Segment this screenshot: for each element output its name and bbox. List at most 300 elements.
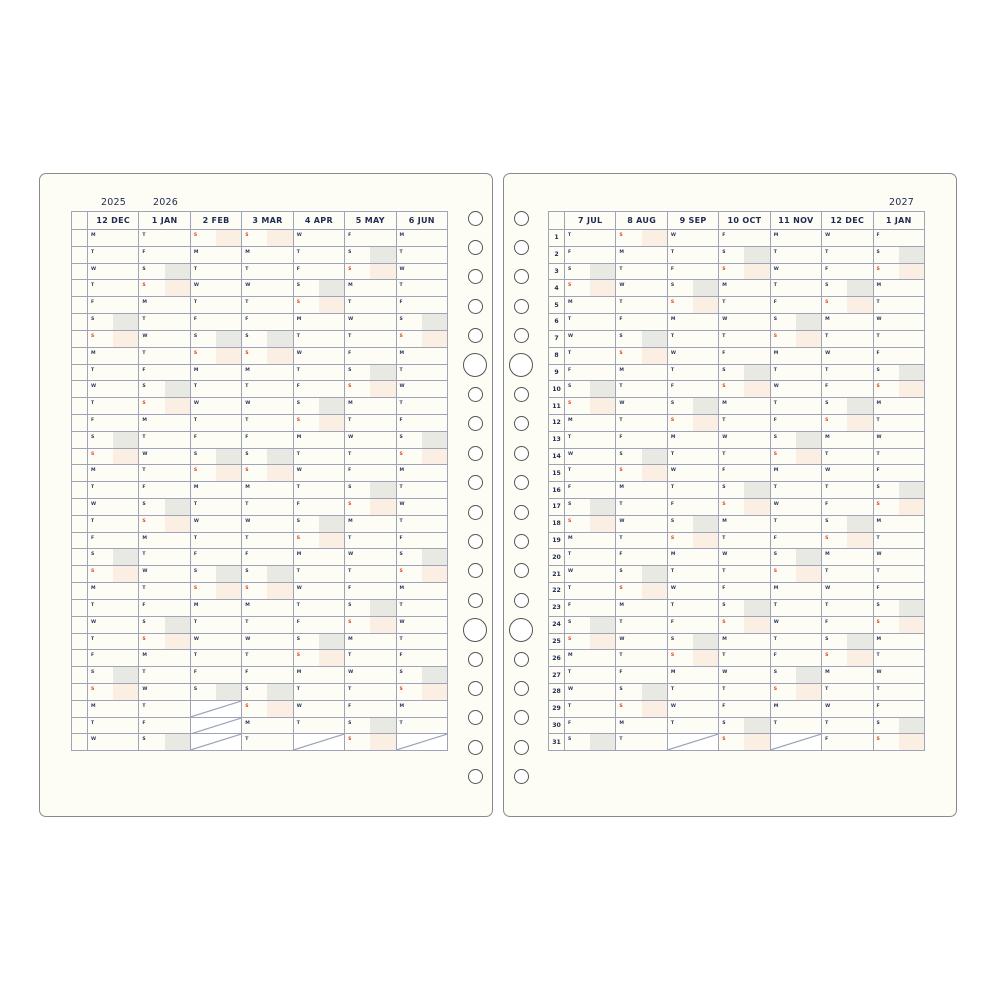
day-cell[interactable] — [822, 667, 873, 684]
day-cell[interactable] — [822, 532, 873, 549]
day-cell[interactable] — [293, 633, 344, 650]
day-cell[interactable] — [190, 246, 241, 263]
day-cell[interactable] — [616, 398, 667, 415]
day-cell[interactable] — [345, 616, 396, 633]
day-cell[interactable] — [345, 414, 396, 431]
day-cell[interactable] — [565, 515, 616, 532]
day-cell[interactable] — [770, 482, 821, 499]
day-cell[interactable] — [293, 280, 344, 297]
day-cell[interactable] — [242, 347, 293, 364]
day-cell[interactable] — [345, 515, 396, 532]
day-cell[interactable] — [770, 667, 821, 684]
day-cell[interactable] — [88, 246, 139, 263]
day-cell[interactable] — [565, 347, 616, 364]
day-cell[interactable] — [719, 667, 770, 684]
day-cell[interactable] — [293, 532, 344, 549]
day-cell[interactable] — [139, 683, 190, 700]
day-cell[interactable] — [139, 364, 190, 381]
day-cell[interactable] — [616, 263, 667, 280]
day-cell[interactable] — [293, 381, 344, 398]
day-cell[interactable] — [719, 599, 770, 616]
day-cell[interactable] — [616, 633, 667, 650]
day-cell[interactable] — [345, 734, 396, 751]
day-cell[interactable] — [345, 330, 396, 347]
day-cell[interactable] — [667, 650, 718, 667]
day-cell[interactable] — [88, 650, 139, 667]
day-cell[interactable] — [139, 398, 190, 415]
day-cell[interactable] — [345, 650, 396, 667]
day-cell[interactable] — [396, 364, 447, 381]
day-cell[interactable] — [565, 465, 616, 482]
day-cell[interactable] — [190, 280, 241, 297]
day-cell[interactable] — [190, 583, 241, 600]
day-cell[interactable] — [770, 280, 821, 297]
day-cell[interactable] — [190, 683, 241, 700]
day-cell[interactable] — [293, 482, 344, 499]
day-cell[interactable] — [616, 414, 667, 431]
day-cell[interactable] — [293, 431, 344, 448]
day-cell[interactable] — [345, 566, 396, 583]
day-cell[interactable] — [345, 381, 396, 398]
day-cell[interactable] — [88, 314, 139, 331]
day-cell[interactable] — [139, 633, 190, 650]
day-cell[interactable] — [822, 633, 873, 650]
day-cell[interactable] — [873, 347, 924, 364]
day-cell[interactable] — [88, 364, 139, 381]
day-cell[interactable] — [770, 633, 821, 650]
day-cell[interactable] — [242, 717, 293, 734]
day-cell[interactable] — [770, 364, 821, 381]
day-cell[interactable] — [345, 599, 396, 616]
day-cell[interactable] — [88, 381, 139, 398]
day-cell[interactable] — [190, 431, 241, 448]
day-cell[interactable] — [565, 599, 616, 616]
day-cell[interactable] — [190, 532, 241, 549]
day-cell[interactable] — [242, 465, 293, 482]
day-cell[interactable] — [396, 583, 447, 600]
day-cell[interactable] — [396, 717, 447, 734]
day-cell[interactable] — [873, 414, 924, 431]
day-cell[interactable] — [345, 549, 396, 566]
day-cell[interactable] — [190, 263, 241, 280]
day-cell[interactable] — [770, 465, 821, 482]
day-cell[interactable] — [873, 448, 924, 465]
day-cell[interactable] — [822, 263, 873, 280]
day-cell[interactable] — [719, 683, 770, 700]
day-cell[interactable] — [770, 330, 821, 347]
day-cell[interactable] — [667, 280, 718, 297]
day-cell[interactable] — [822, 431, 873, 448]
day-cell[interactable] — [667, 347, 718, 364]
day-cell[interactable] — [242, 700, 293, 717]
day-cell[interactable] — [667, 398, 718, 415]
day-cell[interactable] — [396, 650, 447, 667]
day-cell[interactable] — [822, 700, 873, 717]
day-cell[interactable] — [822, 297, 873, 314]
day-cell[interactable] — [345, 314, 396, 331]
day-cell[interactable] — [293, 230, 344, 247]
day-cell[interactable] — [565, 398, 616, 415]
day-cell[interactable] — [667, 465, 718, 482]
day-cell[interactable] — [667, 633, 718, 650]
day-cell[interactable] — [719, 263, 770, 280]
day-cell[interactable] — [139, 532, 190, 549]
day-cell[interactable] — [667, 515, 718, 532]
day-cell[interactable] — [719, 381, 770, 398]
day-cell[interactable] — [873, 566, 924, 583]
day-cell[interactable] — [822, 246, 873, 263]
day-cell[interactable] — [770, 717, 821, 734]
day-cell[interactable] — [88, 616, 139, 633]
day-cell[interactable] — [616, 347, 667, 364]
day-cell[interactable] — [139, 549, 190, 566]
day-cell[interactable] — [770, 381, 821, 398]
day-cell[interactable] — [345, 246, 396, 263]
day-cell[interactable] — [616, 482, 667, 499]
day-cell[interactable] — [616, 717, 667, 734]
day-cell[interactable] — [770, 549, 821, 566]
day-cell[interactable] — [396, 230, 447, 247]
day-cell[interactable] — [873, 599, 924, 616]
day-cell[interactable] — [242, 616, 293, 633]
day-cell[interactable] — [565, 381, 616, 398]
day-cell[interactable] — [242, 398, 293, 415]
day-cell[interactable] — [667, 364, 718, 381]
day-cell[interactable] — [88, 431, 139, 448]
day-cell[interactable] — [667, 583, 718, 600]
day-cell[interactable] — [822, 314, 873, 331]
day-cell[interactable] — [873, 431, 924, 448]
day-cell[interactable] — [88, 515, 139, 532]
day-cell[interactable] — [88, 414, 139, 431]
day-cell[interactable] — [190, 314, 241, 331]
day-cell[interactable] — [190, 616, 241, 633]
day-cell[interactable] — [822, 549, 873, 566]
day-cell[interactable] — [719, 700, 770, 717]
day-cell[interactable] — [88, 465, 139, 482]
day-cell[interactable] — [719, 482, 770, 499]
day-cell[interactable] — [139, 667, 190, 684]
day-cell[interactable] — [345, 499, 396, 516]
day-cell[interactable] — [88, 347, 139, 364]
day-cell[interactable] — [873, 532, 924, 549]
day-cell[interactable] — [139, 381, 190, 398]
day-cell[interactable] — [139, 717, 190, 734]
day-cell[interactable] — [396, 431, 447, 448]
day-cell[interactable] — [139, 515, 190, 532]
day-cell[interactable] — [396, 263, 447, 280]
day-cell[interactable] — [667, 314, 718, 331]
day-cell[interactable] — [139, 314, 190, 331]
day-cell[interactable] — [667, 297, 718, 314]
day-cell[interactable] — [719, 364, 770, 381]
day-cell[interactable] — [719, 230, 770, 247]
day-cell[interactable] — [667, 330, 718, 347]
day-cell[interactable] — [873, 717, 924, 734]
day-cell[interactable] — [822, 515, 873, 532]
day-cell[interactable] — [719, 583, 770, 600]
day-cell[interactable] — [719, 549, 770, 566]
day-cell[interactable] — [873, 314, 924, 331]
day-cell[interactable] — [88, 263, 139, 280]
day-cell[interactable] — [616, 650, 667, 667]
day-cell[interactable] — [293, 515, 344, 532]
day-cell[interactable] — [565, 566, 616, 583]
day-cell[interactable] — [873, 667, 924, 684]
day-cell[interactable] — [873, 549, 924, 566]
day-cell[interactable] — [616, 683, 667, 700]
day-cell[interactable] — [190, 448, 241, 465]
day-cell[interactable] — [242, 263, 293, 280]
day-cell[interactable] — [719, 398, 770, 415]
day-cell[interactable] — [822, 230, 873, 247]
day-cell[interactable] — [770, 532, 821, 549]
day-cell[interactable] — [396, 482, 447, 499]
day-cell[interactable] — [88, 482, 139, 499]
day-cell[interactable] — [242, 633, 293, 650]
day-cell[interactable] — [616, 465, 667, 482]
day-cell[interactable] — [616, 616, 667, 633]
day-cell[interactable] — [822, 717, 873, 734]
day-cell[interactable] — [565, 246, 616, 263]
day-cell[interactable] — [242, 448, 293, 465]
day-cell[interactable] — [88, 230, 139, 247]
day-cell[interactable] — [88, 532, 139, 549]
day-cell[interactable] — [396, 314, 447, 331]
day-cell[interactable] — [565, 364, 616, 381]
day-cell[interactable] — [822, 616, 873, 633]
day-cell[interactable] — [139, 448, 190, 465]
day-cell[interactable] — [667, 230, 718, 247]
day-cell[interactable] — [293, 246, 344, 263]
day-cell[interactable] — [873, 364, 924, 381]
day-cell[interactable] — [139, 599, 190, 616]
day-cell[interactable] — [616, 583, 667, 600]
day-cell[interactable] — [293, 465, 344, 482]
day-cell[interactable] — [396, 667, 447, 684]
day-cell[interactable] — [190, 465, 241, 482]
day-cell[interactable] — [616, 280, 667, 297]
day-cell[interactable] — [139, 414, 190, 431]
day-cell[interactable] — [719, 717, 770, 734]
day-cell[interactable] — [719, 246, 770, 263]
day-cell[interactable] — [873, 398, 924, 415]
day-cell[interactable] — [293, 667, 344, 684]
day-cell[interactable] — [667, 717, 718, 734]
day-cell[interactable] — [190, 398, 241, 415]
day-cell[interactable] — [616, 246, 667, 263]
day-cell[interactable] — [822, 414, 873, 431]
day-cell[interactable] — [565, 297, 616, 314]
day-cell[interactable] — [190, 549, 241, 566]
day-cell[interactable] — [616, 431, 667, 448]
day-cell[interactable] — [770, 448, 821, 465]
day-cell[interactable] — [242, 364, 293, 381]
day-cell[interactable] — [396, 381, 447, 398]
day-cell[interactable] — [396, 700, 447, 717]
day-cell[interactable] — [770, 314, 821, 331]
day-cell[interactable] — [88, 297, 139, 314]
day-cell[interactable] — [822, 499, 873, 516]
day-cell[interactable] — [345, 263, 396, 280]
day-cell[interactable] — [667, 683, 718, 700]
day-cell[interactable] — [770, 347, 821, 364]
day-cell[interactable] — [822, 347, 873, 364]
day-cell[interactable] — [345, 431, 396, 448]
day-cell[interactable] — [616, 700, 667, 717]
day-cell[interactable] — [345, 667, 396, 684]
day-cell[interactable] — [88, 448, 139, 465]
day-cell[interactable] — [242, 667, 293, 684]
day-cell[interactable] — [565, 633, 616, 650]
day-cell[interactable] — [139, 499, 190, 516]
day-cell[interactable] — [770, 499, 821, 516]
day-cell[interactable] — [616, 532, 667, 549]
day-cell[interactable] — [190, 347, 241, 364]
day-cell[interactable] — [396, 616, 447, 633]
day-cell[interactable] — [616, 314, 667, 331]
day-cell[interactable] — [88, 398, 139, 415]
day-cell[interactable] — [873, 616, 924, 633]
day-cell[interactable] — [565, 314, 616, 331]
day-cell[interactable] — [242, 599, 293, 616]
day-cell[interactable] — [667, 499, 718, 516]
day-cell[interactable] — [719, 515, 770, 532]
day-cell[interactable] — [822, 364, 873, 381]
day-cell[interactable] — [565, 263, 616, 280]
day-cell[interactable] — [719, 616, 770, 633]
day-cell[interactable] — [565, 330, 616, 347]
day-cell[interactable] — [396, 347, 447, 364]
day-cell[interactable] — [396, 532, 447, 549]
day-cell[interactable] — [396, 683, 447, 700]
day-cell[interactable] — [565, 448, 616, 465]
day-cell[interactable] — [719, 650, 770, 667]
day-cell[interactable] — [873, 683, 924, 700]
day-cell[interactable] — [293, 566, 344, 583]
day-cell[interactable] — [396, 448, 447, 465]
day-cell[interactable] — [139, 263, 190, 280]
day-cell[interactable] — [345, 482, 396, 499]
day-cell[interactable] — [293, 650, 344, 667]
day-cell[interactable] — [139, 700, 190, 717]
day-cell[interactable] — [719, 431, 770, 448]
day-cell[interactable] — [822, 465, 873, 482]
day-cell[interactable] — [242, 683, 293, 700]
day-cell[interactable] — [139, 246, 190, 263]
day-cell[interactable] — [293, 700, 344, 717]
day-cell[interactable] — [293, 398, 344, 415]
day-cell[interactable] — [88, 633, 139, 650]
day-cell[interactable] — [139, 583, 190, 600]
day-cell[interactable] — [293, 599, 344, 616]
day-cell[interactable] — [293, 347, 344, 364]
day-cell[interactable] — [345, 465, 396, 482]
day-cell[interactable] — [873, 700, 924, 717]
day-cell[interactable] — [616, 297, 667, 314]
day-cell[interactable] — [88, 667, 139, 684]
day-cell[interactable] — [873, 499, 924, 516]
day-cell[interactable] — [873, 734, 924, 751]
day-cell[interactable] — [822, 583, 873, 600]
day-cell[interactable] — [770, 297, 821, 314]
day-cell[interactable] — [770, 583, 821, 600]
day-cell[interactable] — [396, 566, 447, 583]
day-cell[interactable] — [667, 246, 718, 263]
day-cell[interactable] — [139, 347, 190, 364]
day-cell[interactable] — [616, 599, 667, 616]
day-cell[interactable] — [667, 700, 718, 717]
day-cell[interactable] — [242, 515, 293, 532]
day-cell[interactable] — [293, 683, 344, 700]
day-cell[interactable] — [719, 633, 770, 650]
day-cell[interactable] — [719, 465, 770, 482]
day-cell[interactable] — [242, 566, 293, 583]
day-cell[interactable] — [242, 280, 293, 297]
day-cell[interactable] — [242, 532, 293, 549]
day-cell[interactable] — [88, 583, 139, 600]
day-cell[interactable] — [873, 650, 924, 667]
day-cell[interactable] — [667, 616, 718, 633]
day-cell[interactable] — [667, 482, 718, 499]
day-cell[interactable] — [242, 431, 293, 448]
day-cell[interactable] — [616, 499, 667, 516]
day-cell[interactable] — [873, 633, 924, 650]
day-cell[interactable] — [293, 314, 344, 331]
day-cell[interactable] — [822, 599, 873, 616]
day-cell[interactable] — [242, 297, 293, 314]
day-cell[interactable] — [139, 330, 190, 347]
day-cell[interactable] — [822, 280, 873, 297]
day-cell[interactable] — [719, 297, 770, 314]
day-cell[interactable] — [616, 230, 667, 247]
day-cell[interactable] — [293, 330, 344, 347]
day-cell[interactable] — [565, 431, 616, 448]
day-cell[interactable] — [88, 566, 139, 583]
day-cell[interactable] — [616, 667, 667, 684]
day-cell[interactable] — [345, 583, 396, 600]
day-cell[interactable] — [396, 398, 447, 415]
day-cell[interactable] — [565, 583, 616, 600]
day-cell[interactable] — [345, 700, 396, 717]
day-cell[interactable] — [88, 734, 139, 751]
day-cell[interactable] — [719, 532, 770, 549]
day-cell[interactable] — [719, 330, 770, 347]
day-cell[interactable] — [242, 734, 293, 751]
day-cell[interactable] — [873, 381, 924, 398]
day-cell[interactable] — [345, 683, 396, 700]
day-cell[interactable] — [293, 549, 344, 566]
day-cell[interactable] — [719, 566, 770, 583]
day-cell[interactable] — [822, 734, 873, 751]
day-cell[interactable] — [565, 683, 616, 700]
day-cell[interactable] — [190, 499, 241, 516]
day-cell[interactable] — [139, 297, 190, 314]
day-cell[interactable] — [565, 280, 616, 297]
day-cell[interactable] — [293, 616, 344, 633]
day-cell[interactable] — [667, 566, 718, 583]
day-cell[interactable] — [822, 381, 873, 398]
day-cell[interactable] — [770, 683, 821, 700]
day-cell[interactable] — [667, 549, 718, 566]
day-cell[interactable] — [345, 347, 396, 364]
day-cell[interactable] — [770, 616, 821, 633]
day-cell[interactable] — [822, 683, 873, 700]
day-cell[interactable] — [565, 700, 616, 717]
day-cell[interactable] — [242, 246, 293, 263]
day-cell[interactable] — [139, 566, 190, 583]
day-cell[interactable] — [822, 448, 873, 465]
